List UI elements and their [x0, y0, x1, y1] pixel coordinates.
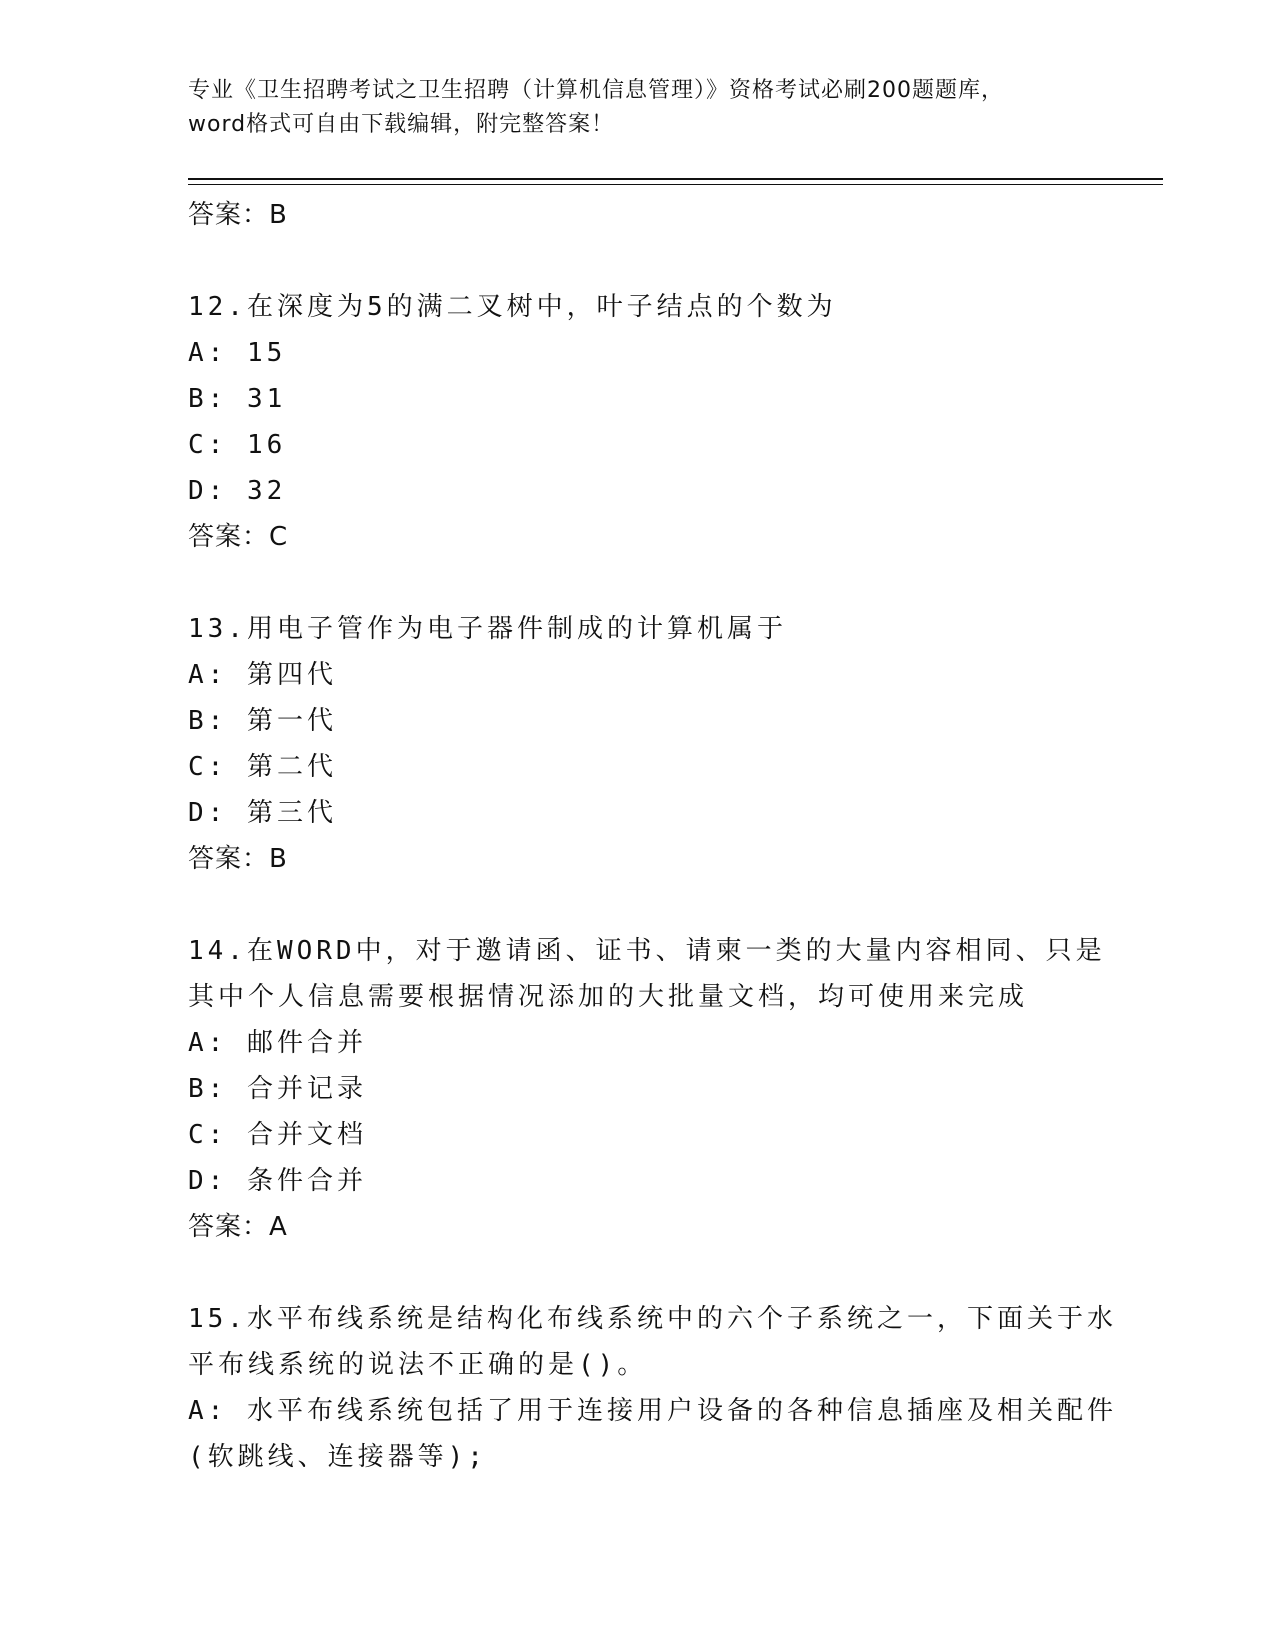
option-c: C: 第二代	[188, 752, 337, 782]
question-12	[188, 284, 1088, 560]
option-b: B: 第一代	[188, 706, 337, 736]
question-text-line-2: 其中个人信息需要根据情况添加的大批量文档，均可使用来完成	[188, 982, 1029, 1012]
question-text-line-2: 平布线系统的说法不正确的是()。	[188, 1350, 648, 1380]
answer-previous: 答案：B	[188, 200, 288, 230]
question-13	[188, 606, 1088, 882]
header-rule-thick	[188, 178, 1163, 180]
option-b: B: 合并记录	[188, 1074, 367, 1104]
option-a: A: 第四代	[188, 660, 337, 690]
option-c: C: 16	[188, 430, 287, 460]
option-a-line-1: A: 水平布线系统包括了用于连接用户设备的各种信息插座及相关配件	[188, 1396, 1117, 1426]
answer: 答案：A	[188, 1212, 288, 1242]
option-d: D: 32	[188, 476, 287, 506]
header-rule-thin	[188, 184, 1163, 185]
option-d: D: 条件合并	[188, 1166, 367, 1196]
header-line-2: word格式可自由下载编辑，附完整答案！	[188, 112, 615, 137]
header-line-1: 专业《卫生招聘考试之卫生招聘（计算机信息管理）》资格考试必刷200题题库，	[188, 78, 1004, 103]
question-text-line-1: 15.水平布线系统是结构化布线系统中的六个子系统之一，下面关于水	[188, 1304, 1117, 1334]
option-a: A: 邮件合并	[188, 1028, 367, 1058]
spacer	[188, 238, 1088, 284]
question-text: 13.用电子管作为电子器件制成的计算机属于	[188, 614, 787, 644]
spacer	[188, 560, 1088, 606]
option-a-line-2: (软跳线、连接器等);	[188, 1442, 487, 1472]
option-b: B: 31	[188, 384, 287, 414]
option-c: C: 合并文档	[188, 1120, 367, 1150]
option-a: A: 15	[188, 338, 287, 368]
spacer	[188, 1250, 1088, 1296]
question-text-line-1: 14.在WORD中，对于邀请函、证书、请柬一类的大量内容相同、只是	[188, 936, 1106, 966]
document-header	[188, 74, 1088, 142]
question-15	[188, 1296, 1117, 1480]
answer: 答案：C	[188, 522, 289, 552]
spacer	[188, 882, 1088, 928]
question-list	[188, 192, 1117, 1480]
question-14	[188, 928, 1106, 1250]
answer: 答案：B	[188, 844, 288, 874]
option-d: D: 第三代	[188, 798, 337, 828]
question-text: 12.在深度为5的满二叉树中，叶子结点的个数为	[188, 292, 837, 322]
